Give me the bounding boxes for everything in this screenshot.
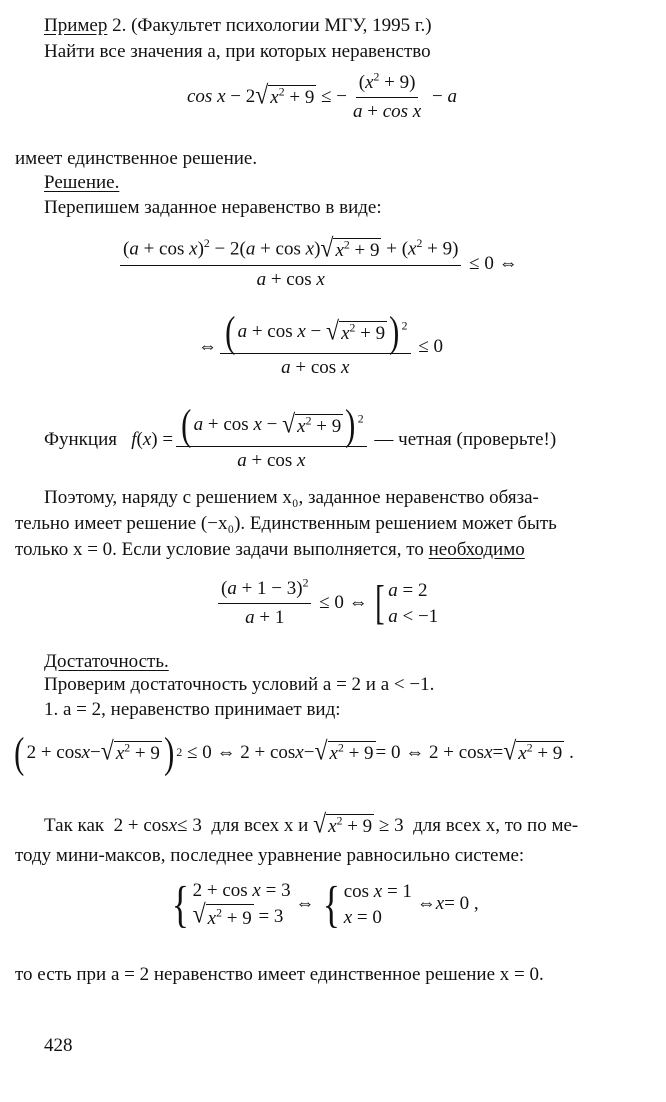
sufficiency-line2: 1. a = 2, неравенство принимает вид: — [44, 699, 341, 720]
since-c: для всех x, то по ме- — [413, 815, 579, 836]
since-a: Так как — [44, 815, 105, 836]
since-line: Так как 2 + cos x ≤ 3 для всех x и √ $x^2 + 9$ ≥ 3 для всех x, то по ме- — [44, 810, 579, 840]
sufficiency-line1: Проверим достаточность условий a = 2 и a < −1. — [44, 674, 435, 695]
example-source: 2. (Факультет психологии МГУ, 1995 г.) — [107, 15, 432, 36]
function-label: Функция — [44, 428, 117, 450]
solution-heading: Решение. — [44, 172, 120, 193]
para1-line1: Поэтому, наряду с решением x₀, заданное неравенство обяза- — [44, 487, 539, 508]
para1-line3: только x = 0. Если условие задачи выполняется, то — [15, 538, 429, 560]
sufficiency-heading: Достаточность. — [44, 651, 169, 672]
example-label: Пример — [44, 15, 108, 36]
formula-rewritten: $(a + \cos x)^2 - 2(a + \cos x)$ √ $x^2 + 9$ + $(x^2 + 9)$ a + cos x ≤ 0 ⇔ — [117, 238, 518, 291]
paragraph-parity — [15, 487, 628, 561]
formula-system: { 2 + cos x = 3 √ $x^2 + 9$ = 3 ⇔ { cos x = 1 x = 0 ⇔ x = 0 , — [171, 875, 479, 933]
minimax-line: тоду мини-максов, последнее уравнение равносильно системе: — [15, 845, 525, 866]
problem-statement: Найти все значения a, при которых неравенство — [44, 41, 431, 62]
page-number: 428 — [44, 1035, 73, 1056]
formula-original-inequality: cos x − 2 √ $x^2 + 9$ ≤ − $\frac{(x^2 + 9)}{\text{a + cos x}}$ − a — [187, 70, 457, 122]
since-b: для всех x и — [211, 815, 309, 836]
function-definition: Функция f ( x ) = ( a + cos x − √ $x^2 + 9$ ) $^2$ a + cos x — четная (проверьте!) — [44, 401, 557, 471]
conclusion: то есть при a = 2 неравенство имеет единственное решение x = 0. — [15, 964, 544, 985]
formula-chain: ( 2 + cos x − √ $x^2 + 9$ ) 2 ≤ 0 ⇔ 2 + cos x − √ $x^2 + 9$ = 0 ⇔ 2 + cos x = √ $x^2 + 9$ . — [14, 729, 574, 777]
formula-necessary: $\frac{(a + 1 - 3)^2}{a + 1}$ ≤ 0 ⇔ [ a = 2 a < −1 — [215, 578, 438, 629]
function-note: — четная (проверьте!) — [374, 428, 557, 450]
problem-statement-end: имеет единственное решение. — [15, 148, 258, 169]
example-title — [44, 15, 432, 38]
necessary-word: необходимо — [428, 538, 525, 560]
formula-square: ⇔ ( a + cos x − √ $x^2 + 9$ ) $^2$ a + cos x ≤ 0 — [198, 308, 443, 378]
solution-intro: Перепишем заданное неравенство в виде: — [44, 197, 382, 218]
para1-line2: тельно имеет решение (−x₀). Единственным решением может быть — [15, 512, 557, 534]
